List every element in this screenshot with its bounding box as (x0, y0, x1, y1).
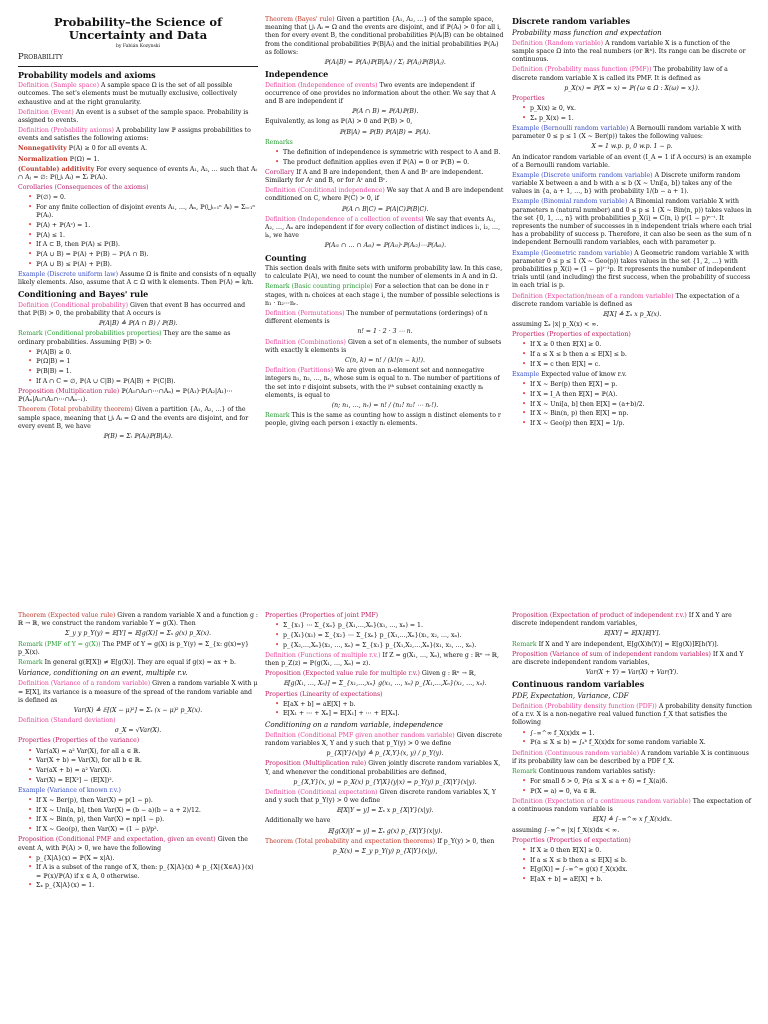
formula-conditional-g: 𝔼[g(X)|Y = y] = Σₓ g(x) p_{X|Y}(x|y). (327, 827, 443, 835)
formula-expected-value-rule: Σ_y y p_Y(y) = 𝔼[Y] = 𝔼[g(X)] = Σₓ g(x) p_X(x). (64, 630, 212, 638)
list-item: • If A ⊂ B, then ℙ(A) ≤ ℙ(B). (36, 241, 258, 249)
def-label: Definition (Conditional PMF given another random variable) (265, 731, 455, 739)
list-item: • 𝔼[X₁ + ⋯ + Xₙ] = 𝔼[X₁] + ⋯ + 𝔼[Xₙ]. (283, 710, 505, 718)
remark-label: Remark (512, 767, 537, 775)
prop-text: Given the event A, with ℙ(A) > 0, we have the following (18, 836, 248, 852)
column-1 (18, 16, 258, 596)
continuous-list (512, 778, 752, 796)
formula-total-probability: ℙ(B) = Σᵢ ℙ(Aᵢ)ℙ(B|Aᵢ). (103, 432, 173, 440)
thm-label: Theorem (Total probability and expectation theorems) (265, 837, 436, 845)
prop-expectation-product (512, 612, 752, 628)
formula-bayes: ℙ(Aᵢ|B) = ℙ(Aᵢ)ℙ(B|Aᵢ) / Σⱼ ℙ(Aⱼ)ℙ(B|Aⱼ). (324, 58, 446, 66)
list-item: • ℙ(∅) = 0. (36, 194, 258, 202)
example-label: Example (Discrete uniform law) (18, 270, 118, 278)
subsection-pdf: PDF, Expectation, Variance, CDF (512, 691, 629, 700)
formula-indep-collection: ℙ(Aᵢ₁ ∩ … ∩ Aᵢₖ) = ℙ(Aᵢ₁)·ℙ(Aᵢ₂)⋯ℙ(Aᵢₖ). (323, 242, 447, 250)
column-6 (512, 612, 752, 1020)
def-axioms (18, 127, 258, 143)
prop-text: If X and Y are discrete independent random variables, (512, 650, 744, 666)
thm-label: Theorem (Expected value rule) (18, 612, 116, 619)
remark-label: Remark (PMF of Y = g(X)) (18, 640, 101, 648)
def-text: Given discrete random variables X, Y and y such that p_Y(y) > 0 we define (265, 788, 496, 805)
def-functions-multiple-rv (265, 652, 505, 668)
def-label: Definition (Continuous random variable) (512, 749, 639, 757)
def-event (18, 109, 258, 125)
linearity-label: Properties (Linearity of expectations) (265, 690, 383, 698)
formula-expectation: 𝔼[X] ≜ Σₓ x p_X(x). (602, 310, 662, 318)
def-label: Definition (Expectation of a continuous random variable) (512, 797, 691, 805)
formula-partitions: (n; n₁, …, nᵣ) = n! / (n₁! n₂! ⋯ nᵣ!). (331, 401, 439, 409)
prop-text: ℙ(A₁∩A₂∩⋯∩Aₙ) = ℙ(A₁)·ℙ(A₂|A₁)⋯ℙ(Aₙ|A₁∩A₂∩⋯∩Aₙ₋₁). (18, 388, 233, 404)
list-item: • If X = I_A then 𝔼[X] = ℙ(A). (530, 391, 752, 399)
def-label: Definition (Partitions) (265, 367, 334, 375)
thm-label: Theorem (Total probability theorem) (18, 406, 133, 414)
subsection-models: Probability models and axioms (18, 69, 156, 80)
pmf-properties-list (512, 105, 752, 123)
remark-text: For a selection that can be done in r stages, with nᵢ choices at each stage i, the number of possible selections is n₁ · n₂⋯nᵣ. (265, 283, 500, 307)
subsection-continuous-rv: Continuous random variables (512, 679, 645, 690)
def-combinations (265, 339, 505, 355)
joint-pmf-label: Properties (Properties of joint PMF) (265, 612, 379, 619)
list-item: • Σₓ p_X(x) = 1. (530, 115, 752, 123)
example-text: A Binomial random variable X with parameters n (natural number) and 0 ≤ p ≤ 1 (X ~ Bin(n, p)) takes values in the set {0, 1, …, n} with probabilities p_X(i) = C(n, i) pⁱ(1 − p)ⁿ⁻ⁱ. It represents the number of successes in n independent trials where each trial has a probability of success p. Therefore, it can also be seen as the sum of n independent Bernoulli random variables, each with parameter p. (512, 198, 752, 247)
thm-text: Given a random variable X and a function g : ℝ → ℝ, we construct the random variable Y = g(X). Then (18, 612, 258, 628)
def-continuous-rv (512, 750, 752, 766)
list-item: • ∫₋∞^∞ f_X(x)dx = 1. (530, 730, 752, 738)
axiom-text: ℙ(Ω) = 1. (69, 155, 100, 163)
remark-text: In general g(𝔼[X]) ≠ 𝔼[g(X)]. They are equal if g(x) = ax + b. (44, 658, 236, 666)
prop-label: Proposition (Expected value rule for multiple r.v.) (265, 670, 420, 678)
def-label: Definition (Expectation/mean of a random variable) (512, 292, 674, 300)
linearity-list (265, 701, 505, 719)
axiom-text: ℙ(A) ≥ 0 for all events A. (68, 145, 148, 153)
def-text: The expectation of a discrete random variable is defined as (512, 292, 740, 308)
expectation-properties-label: Properties (Properties of expectation) (512, 331, 631, 339)
def-label: Definition (Event) (18, 108, 74, 116)
def-label: Definition (Conditional independence) (265, 187, 385, 195)
prop-conditional-pmf (18, 836, 258, 852)
list-item: • The definition of independence is symmetric with respect to A and B. (283, 149, 505, 157)
subsection-independence: Independence (265, 69, 329, 80)
list-item: • If X ~ Bin(n, p) then 𝔼[X] = np. (530, 410, 752, 418)
section-rule (18, 66, 258, 67)
list-item: • ℙ(A) ≤ 1. (36, 232, 258, 240)
list-item: • If X ~ Uni[a, b], then Var(X) = (b − a)(b − a + 2)/12. (36, 807, 258, 815)
section-discrete-rv: Discrete random variables (512, 16, 631, 26)
joint-pmf-list (265, 622, 505, 650)
continuous-properties-label: Properties (Properties of expectation) (512, 836, 631, 844)
formula-conditional-expectation: 𝔼[X|Y = y] = Σₓ x p_{X|Y}(x|y). (336, 807, 434, 815)
def-text: An event is a subset of the sample space. Probability is assigned to events. (18, 108, 249, 124)
def-label: Definition (Sample space) (18, 82, 99, 90)
def-permutations (265, 310, 505, 326)
subsection-conditioning: Conditioning and Bayes' rule (18, 289, 149, 300)
list-item: • For any finite collection of disjoint events A₁, …, Aₙ, ℙ(⋃ᵢ₌₁ⁿ Aᵢ) = Σᵢ₌₁ⁿ ℙ(Aᵢ). (36, 204, 258, 220)
corollaries-label: Corollaries (Consequences of the axioms) (18, 184, 149, 192)
example-label: Example (512, 371, 540, 379)
subsection-pmf: Probability mass function and expectation (512, 28, 662, 37)
list-item: • 𝔼[aX + b] = a𝔼[X] + b. (283, 701, 505, 709)
list-item: • The product definition applies even if ℙ(A) = 0 or ℙ(B) = 0. (283, 159, 505, 167)
pdf-list (512, 730, 752, 748)
list-item: • If X ≥ 0 then 𝔼[X] ≥ 0. (530, 341, 752, 349)
list-item: • If X ~ Bin(n, p), then Var(X) = np(1 − p). (36, 816, 258, 824)
remark-counting-principle (265, 283, 505, 308)
formula-conditional: ℙ(A|B) ≜ ℙ(A ∩ B) / ℙ(B). (98, 320, 178, 328)
list-item: • ℙ(a ≤ X ≤ b) = ∫ₐᵇ f_X(x)dx for some random variable X. (530, 739, 752, 747)
formula-bernoulli: X = 1 w.p. p, 0 w.p. 1 − p. (591, 143, 673, 151)
list-item: • ℙ(Ω|B) = 1 (36, 358, 258, 366)
def-conditional-independence (265, 187, 505, 203)
list-item: • Var(X) = 𝔼[X²] − (𝔼[X])². (36, 777, 258, 785)
prop-text: If X and Y are discrete independent random variables, (512, 612, 732, 628)
example-text: A Discrete uniform random variable X between a and b with a ≤ b (X ~ Uni[a, b]) takes any of the values in {a, a + 1, …, b} with probability 1/(b − a + 1). (512, 171, 741, 196)
text-expectation-assumption: assuming Σₓ |x| p_X(x) < ∞. (512, 321, 599, 329)
column-5 (265, 612, 505, 1020)
list-item: • ℙ(B|B) = 1. (36, 368, 258, 376)
prop-multiplication-rule-rv (265, 760, 505, 776)
prop-text: Given jointly discrete random variables X, Y, and whenever the conditional probabilities are defined, (265, 760, 501, 776)
thm-total-expectation (265, 838, 505, 846)
def-partitions (265, 367, 505, 400)
remark-general (18, 659, 258, 667)
example-label: Example (Geometric random variable) (512, 249, 633, 257)
list-item: • Σₓ p_{X|A}(x) = 1. (36, 882, 258, 890)
list-item: • Σ_{x₁} ⋯ Σ_{xₙ} p_{X₁,…,Xₙ}(x₁, …, xₙ) = 1. (283, 622, 505, 630)
list-item: • If X ~ Geo(p) then 𝔼[X] = 1/p. (530, 420, 752, 428)
remark-continuous (512, 768, 752, 776)
remarks-list (265, 149, 505, 167)
axiom-label: Normalization (18, 155, 68, 163)
column-2 (265, 16, 505, 596)
def-text: The number of permutations (orderings) of n different elements is (265, 310, 488, 326)
formula-independence-2: ℙ(B|A) = ℙ(B) ℙ(A|B) = ℙ(A). (339, 128, 431, 136)
example-expected-values (512, 371, 752, 379)
prop-variance-sum (512, 651, 752, 667)
column-3 (512, 16, 752, 596)
text-additionally: Additionally we have (265, 817, 331, 825)
list-item: • 𝔼[g(X)] = ∫₋∞^∞ g(x) f_X(x)dx. (530, 866, 752, 874)
example-text: A Geometric random variable X with parameter 0 ≤ p ≤ 1 (X ~ Geo(p)) takes values in the set {1, 2, …} with probabilities p_X(i) = (1 − p)ⁱ⁻¹p. It represents the number of independent trials until (and including) the first success, when the probability of success in each trial is p. (512, 249, 751, 290)
example-geometric (512, 250, 752, 291)
axiom-text: For every sequence of events A₁, A₂, … such that Aᵢ ∩ Aⱼ = ∅: ℙ(⋃ᵢ Aᵢ) = Σᵢ ℙ(Aᵢ). (18, 165, 257, 182)
def-text: A sample space Ω is the set of all possible outcomes. The set's elements must be mutually exclusive, collectively exhaustive and at the right granularity. (18, 82, 238, 106)
remark-label: Remark (Conditional probabilities properties) (18, 330, 162, 338)
def-conditional-pmf-rv (265, 732, 505, 748)
list-item: • p_{X|A}(x) = ℙ(X = x|A). (36, 855, 258, 863)
remark-text: Continuous random variables satisfy: (538, 767, 656, 775)
remark-text: They are the same as ordinary probabilities. Assuming ℙ(B) > 0: (18, 330, 231, 346)
expected-values-list (512, 381, 752, 428)
def-expectation (512, 293, 752, 309)
formula-permutations: n! = 1 · 2 · 3 ⋯ n. (357, 328, 413, 336)
section-heading-probability: Probability (18, 52, 63, 63)
corollaries-list (18, 194, 258, 269)
prop-expected-value-multiple (265, 670, 505, 678)
continuous-properties-list (512, 847, 752, 884)
text-counting-intro: This section deals with finite sets with uniform probability law. In this case, to calculate ℙ(A), we need to count the number of elements in A and in Ω. (265, 265, 503, 281)
list-item: • If X ~ Ber(p), then Var(X) = p(1 − p). (36, 797, 258, 805)
remark-expectation-product (512, 641, 752, 649)
list-item: • If X = c then 𝔼[X] = c. (530, 361, 752, 369)
formula-combinations: C(n, k) = n! / (k!(n − k)!). (344, 356, 426, 364)
def-text: The probability law of a discrete random variable X is called its PMF. It is defined as (512, 66, 728, 82)
variance-examples-label: Example (Variance of known r.v.) (18, 786, 121, 794)
def-text: A random variable X is a function of the sample space Ω into the real numbers (or ℝⁿ). Its range can be discrete or continuous. (512, 39, 746, 64)
variance-examples-list (18, 797, 258, 834)
def-label: Definition (Independence of events) (265, 81, 378, 89)
def-pdf (512, 703, 752, 728)
properties-label: Properties (512, 94, 545, 102)
variance-properties-list (18, 748, 258, 785)
example-binomial (512, 198, 752, 247)
remark-text: If X and Y are independent, 𝔼[g(X)h(Y)] = 𝔼[g(X)]𝔼[h(Y)]. (538, 640, 719, 648)
list-item: • ℙ(A) + ℙ(Aᶜ) = 1. (36, 222, 258, 230)
text-equivalently: Equivalently, as long as ℙ(A) > 0 and ℙ(B) > 0, (265, 118, 413, 126)
remarks-label: Remarks (265, 138, 293, 146)
def-text: If Z = g(X₁, …, Xₙ), where g : ℝⁿ → ℝ, then p_Z(z) = ℙ(g(X₁, …, Xₙ) = z). (265, 651, 499, 667)
prop-label: Proposition (Expectation of product of independent r.v.) (512, 612, 687, 619)
text-indicator: An indicator random variable of an event (I_A = 1 if A occurs) is an example of a Bernoulli random variable. (512, 153, 752, 169)
corollary-label: Corollary (265, 168, 295, 176)
def-standard-deviation (18, 717, 258, 725)
def-label: Definition (Permutations) (265, 310, 345, 318)
list-item: • p_{X₁}(x₁) = Σ_{x₂} ⋯ Σ_{xₙ} p_{X₁,…,Xₙ}(x₁, x₂, …, xₙ). (283, 632, 505, 640)
def-text: A random variable X is continuous if its probability law can be described by a PDF f_X. (512, 749, 749, 765)
corollary-text: If A and B are independent, then A and Bᶜ are independent. Similarly for Aᶜ and B, or for Aᶜ and Bᶜ. (265, 168, 484, 185)
prop-label: Proposition (Multiplication rule) (265, 760, 367, 768)
conditional-pmf-list (18, 855, 258, 891)
def-continuous-expectation (512, 798, 752, 814)
cond-properties-list (18, 349, 258, 386)
list-item: • If a ≤ X ≤ b then a ≤ 𝔼[X] ≤ b. (530, 857, 752, 865)
formula-conditional-pmf-rv: p_{X|Y}(x|y) ≜ p_{X,Y}(x, y) / p_Y(y). (326, 750, 444, 758)
def-independence (265, 82, 505, 107)
example-label: Example (Binomial random variable) (512, 198, 628, 206)
def-text: Given discrete random variables X, Y and y such that p_Y(y) > 0 we define (265, 731, 503, 747)
def-label: Definition (Functions of multiple r.v.) (265, 651, 381, 659)
thm-text: Given a partition {A₁, A₂, …} of the sample space, meaning that ⋃ᵢ Aᵢ = Ω and the events are disjoint, and if ℙ(Aᵢ) > 0 for all i, then for every event B, the conditional probabilities ℙ(Aᵢ|B) can be obtained from the conditional probabilities ℙ(B|Aᵢ) and the initial probabilities ℙ(Aᵢ) as follows: (265, 16, 504, 56)
def-label: Definition (Probability mass function (PMF)) (512, 66, 652, 74)
example-bernoulli (512, 125, 752, 141)
formula-pmf: p_X(x) = ℙ(X = x) = ℙ({ω ∈ Ω : X(ω) = x}). (564, 84, 700, 92)
def-label: Definition (Conditional probability) (18, 301, 129, 309)
def-text: We say that events A₁, A₂, …, Aₙ are independent if for every collection of distinct indices i₁, i₂, …, iₖ, we have (265, 215, 501, 240)
expectation-properties-list (512, 341, 752, 369)
def-text: We say that A and B are independent conditioned on C, where ℙ(C) > 0, if (265, 187, 504, 203)
formula-multiplication-rule-rv: p_{X,Y}(x, y) = p_X(x) p_{Y|X}(y|x) = p_Y(y) p_{X|Y}(x|y). (293, 778, 477, 786)
def-variance (18, 680, 258, 705)
thm-bayes (265, 16, 505, 57)
thm-text: Given a partition {A₁, A₂, …} of the sample space, meaning that ⋃ᵢ Aᵢ = Ω and the events are disjoint, and for every event B, we have (18, 406, 249, 430)
thm-expected-value-rule (18, 612, 258, 628)
def-conditional-probability (18, 302, 258, 318)
def-sample-space (18, 82, 258, 107)
formula-total-expectation: p_X(x) = Σ_y p_Y(y) p_{X|Y}(x|y), (332, 848, 438, 856)
remark-partitions (265, 412, 505, 428)
example-label: Example (Discrete uniform random variable) (512, 171, 653, 179)
list-item: • Var(aX) = a² Var(X), for all a ∈ ℝ. (36, 748, 258, 756)
def-label: Definition (Probability density function (PDF)) (512, 703, 657, 711)
subsection-conditioning-rv: Conditioning on a random variable, independence (265, 720, 443, 729)
remark-label: Remark (Basic counting principle) (265, 283, 373, 291)
axiom-label: (Countable) additivity (18, 165, 95, 173)
example-text: Expected value of know r.v. (541, 371, 627, 379)
column-4 (18, 612, 258, 1020)
axiom-label: Nonnegativity (18, 145, 67, 153)
author-byline: by Fabián Kozynski (116, 44, 160, 50)
def-label: Definition (Conditional expectation) (265, 788, 378, 796)
def-conditional-expectation (265, 789, 505, 805)
prop-label: Proposition (Variance of sum of independent random variables) (512, 650, 711, 658)
list-item: • If X ≥ 0 then 𝔼[X] ≥ 0. (530, 847, 752, 855)
formula-standard-deviation: σ_X = √Var(X). (114, 727, 162, 735)
def-text: Given that event B has occurred and that ℙ(B) > 0, the probability that A occurs is (18, 301, 246, 317)
def-label: Definition (Variance of a random variable) (18, 680, 151, 688)
formula-variance: Var(X) ≜ 𝔼[(X − μ)²] = Σₓ (x − μ)² p_X(x). (73, 706, 203, 714)
prop-label: Proposition (Conditional PMF and expectation, given an event) (18, 836, 216, 844)
list-item: • ℙ(A|B) ≥ 0. (36, 349, 258, 357)
list-item: • For small δ > 0, ℙ(a ≤ X ≤ a + δ) ≈ f_X(a)δ. (530, 778, 752, 786)
list-item: • If a ≤ X ≤ b then a ≤ 𝔼[X] ≤ b. (530, 351, 752, 359)
axiom-normalization (18, 156, 258, 164)
def-independence-collection (265, 216, 505, 241)
remark-text: This is the same as counting how to assign n distinct elements to r people, giving each person i exactly nᵢ elements. (265, 412, 501, 428)
def-pmf (512, 66, 752, 82)
def-label: Definition (Random variable) (512, 39, 604, 47)
variance-properties-label: Properties (Properties of the variance) (18, 737, 140, 745)
list-item: • Var(aX + b) = a² Var(X). (36, 767, 258, 775)
remark-text: The PMF of Y = g(X) is p_Y(y) = Σ_{x: g(x)=y} p_X(x). (18, 640, 249, 656)
list-item: • If X ~ Uni[a, b] then 𝔼[X] = (a+b)/2. (530, 401, 752, 409)
list-item: • p_{X₂,…,Xₙ}(x₂, …, xₙ) = Σ_{x₁} p_{X₁,X₂,…,Xₙ}(x₁, x₂, …, xₙ). (283, 642, 505, 650)
thm-total-probability (18, 406, 258, 431)
def-label: Definition (Probability axioms) (18, 127, 114, 135)
list-item: • ℙ(A ∪ B) ≤ ℙ(A) + ℙ(B). (36, 261, 258, 269)
example-label: Example (Bernoulli random variable) (512, 124, 629, 132)
list-item: • ℙ(X = a) = 0, ∀a ∈ ℝ. (530, 788, 752, 796)
def-text: The expectation of a continuous random variable is (512, 797, 752, 814)
def-label: Definition (Standard deviation) (18, 717, 116, 725)
formula-expected-value-multiple: 𝔼[g(X₁, …, Xₙ)] = Σ_{x₁,…,xₙ} g(x₁, …, xₙ) p_{X₁,…,Xₙ}(x₁, …, xₙ). (283, 680, 487, 688)
remark-label: Remark (265, 412, 290, 420)
list-item: • If X ~ Geo(p), then Var(X) = (1 − p)/p². (36, 826, 258, 834)
example-text: A Bernoulli random variable X with parameter 0 ≤ p ≤ 1 (X ~ Ber(p)) takes the following values: (512, 124, 742, 141)
def-label: Definition (Independence of a collection of events) (265, 215, 424, 223)
def-random-variable (512, 40, 752, 65)
remark-cond-properties (18, 330, 258, 346)
def-text: A probability density function of a r.v. X is a non-negative real valued function f_X that satisfies the following (512, 703, 752, 727)
formula-continuous-expectation: 𝔼[X] ≜ ∫₋∞^∞ x f_X(x)dx. (592, 816, 672, 824)
prop-label: Proposition (Multiplication rule) (18, 388, 120, 395)
formula-variance-sum: Var(X + Y) = Var(X) + Var(Y). (585, 669, 679, 677)
def-text: We are given an n-element set and nonnegative integers n₁, n₂, …, nᵣ, whose sum is equal to n. The number of partitions of the set into r disjoint subsets, with the iᵗʰ subset containing exactly nᵢ elements, is equal to (265, 367, 500, 399)
example-uniform-rv (512, 172, 752, 197)
list-item: • ℙ(A ∪ B) = ℙ(A) + ℙ(B) − ℙ(A ∩ B). (36, 251, 258, 259)
thm-label: Theorem (Bayes' rule) (265, 16, 335, 23)
list-item: • If A ∩ C = ∅, ℙ(A ∪ C|B) = ℙ(A|B) + ℙ(C|B). (36, 378, 258, 386)
def-text: Two events are independent if occurrence of one provides no information about the other. We say that A and B are independent if (265, 81, 496, 106)
def-text: A probability law ℙ assigns probabilities to events and satisfies the following axioms: (18, 127, 251, 143)
prop-text: Given g : ℝⁿ → ℝ, (421, 670, 476, 678)
list-item: • p_X(x) ≥ 0, ∀x. (530, 105, 752, 113)
page-title: Probability–the Science of Uncertainty and Data (53, 16, 223, 43)
list-item: • Var(X + b) = Var(X), for all b ∈ ℝ. (36, 757, 258, 765)
axiom-additivity (18, 166, 258, 182)
axiom-nonnegativity (18, 145, 258, 153)
list-item: • 𝔼[aX + b] = a𝔼[X] + b. (530, 876, 752, 884)
remark-pmf-gx (18, 641, 258, 657)
text-continuous-assumption: assuming ∫₋∞^∞ |x| f_X(x)dx < ∞. (512, 826, 620, 834)
thm-text: If p_Y(y) > 0, then (437, 837, 495, 845)
subsection-variance: Variance, conditioning on an event, multiple r.v. (18, 669, 188, 678)
example-text: Assume Ω is finite and consists of n equally likely elements. Also, assume that A ⊂ Ω with k elements. Then ℙ(A) = k/n. (18, 270, 257, 287)
remark-label: Remark (512, 640, 537, 648)
remark-label: Remark (18, 658, 43, 666)
list-item: • If A is a subset of the range of X, then: p_{X|A}(x) ≜ p_{X|{X∈A}}(x) = ℙ(x)/ℙ(A) if x ∈ A, 0 otherwise. (36, 864, 258, 880)
corollary (265, 169, 505, 185)
formula-cond-independence: ℙ(A ∩ B|C) = ℙ(A|C)ℙ(B|C). (341, 205, 429, 213)
example-uniform-law (18, 271, 258, 287)
formula-expectation-product: 𝔼[XY] = 𝔼[X]𝔼[Y]. (603, 630, 661, 638)
prop-multiplication-rule (18, 388, 258, 404)
def-text: Given a random variable X with μ = 𝔼[X], its variance is a measure of the spread of the random variable and is defined as (18, 680, 258, 704)
list-item: • If X ~ Ber(p) then 𝔼[X] = p. (530, 381, 752, 389)
subsection-counting: Counting (265, 252, 307, 263)
def-label: Definition (Combinations) (265, 338, 346, 346)
def-text: Given a set of n elements, the number of subsets with exactly k elements is (265, 338, 502, 354)
formula-independence: ℙ(A ∩ B) = ℙ(A)ℙ(B). (351, 108, 419, 116)
